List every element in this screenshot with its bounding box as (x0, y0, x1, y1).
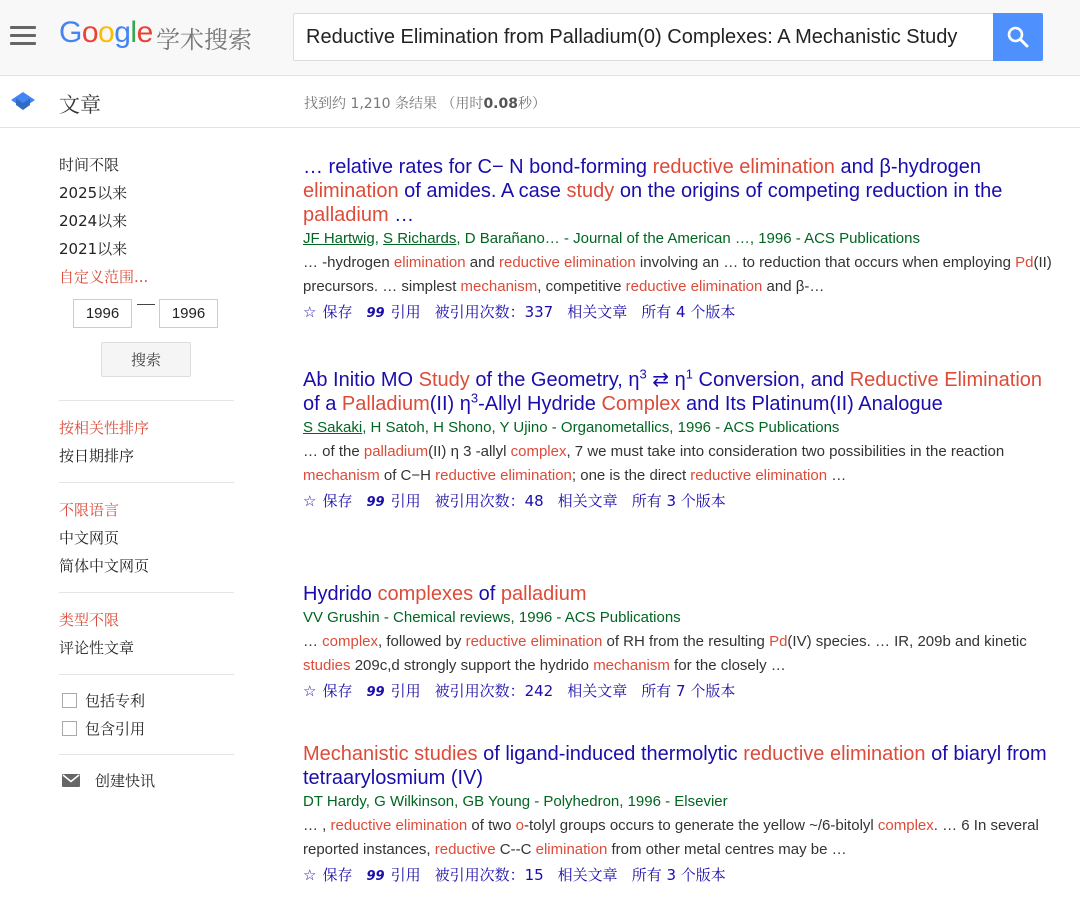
snippet-text: , 7 we must take into consideration two possibilities in the reaction (566, 443, 1005, 460)
cited-by-link[interactable]: 被引用次数：337 (434, 303, 554, 321)
title-text: Conversion, and (692, 369, 850, 391)
snippet-text: … of the (303, 443, 364, 460)
sort-date[interactable]: 按日期排序 (59, 447, 135, 465)
sidebar-divider (59, 674, 234, 675)
authors-source: H Satoh, H Shono, Y Ujino - Organometallics, 1996 - ACS Publications (370, 419, 840, 436)
snippet-text: C--C (495, 841, 536, 858)
filter-time-any[interactable]: 时间不限 (59, 156, 120, 174)
stats-suffix: 秒） (517, 96, 546, 112)
title-text: 3 (470, 390, 479, 406)
save-label: 保存 (322, 866, 353, 884)
snippet-highlight: reductive elimination (625, 278, 763, 295)
cite-label: 引用 (390, 866, 421, 884)
graduation-cap-icon (10, 91, 36, 113)
articles-label: 文章 (59, 93, 101, 117)
all-versions-link[interactable]: 所有 7 个版本 (641, 682, 736, 700)
result-authors (303, 608, 1063, 628)
sidebar-divider (59, 482, 234, 483)
result-snippet (303, 814, 1063, 862)
snippet-highlight: complex (322, 633, 379, 650)
logo-letter: l (130, 16, 137, 49)
save-button[interactable] (303, 864, 352, 886)
snippet-text: of RH from the resulting (602, 633, 770, 650)
title-text: of biaryl from tetraarylosmium (IV) (303, 743, 1047, 789)
authors-source: D Barañano… - Journal of the American …, 1996 - ACS Publications (464, 230, 920, 247)
title-highlight: palladium (303, 204, 389, 226)
snippet-text: … (303, 633, 323, 650)
snippet-highlight: reductive elimination (330, 817, 468, 834)
stats-prefix: 找到约 1,210 条结果 （用时 (304, 96, 484, 112)
sidebar-divider (59, 592, 234, 593)
snippet-text: involving an … to reduction that occurs when employing (635, 254, 1016, 271)
snippet-text: for the closely … (669, 657, 786, 674)
quote-icon: 99 (366, 495, 385, 510)
title-text: of the Geometry, η (469, 369, 640, 391)
save-button[interactable] (303, 301, 352, 323)
cite-button[interactable] (366, 864, 420, 888)
result-title-link[interactable] (303, 742, 1063, 790)
snippet-highlight: complex (510, 443, 567, 460)
cite-button[interactable] (366, 490, 420, 514)
title-highlight: palladium (500, 583, 587, 605)
star-icon: ☆ (303, 866, 317, 884)
related-articles-link[interactable]: 相关文章 (557, 866, 618, 884)
snippet-text: , followed by (378, 633, 466, 650)
cited-by-link[interactable]: 被引用次数：15 (434, 866, 544, 884)
result-authors: JF Hartwig, S Richards, D Barañano… - Journal of the American …, 1996 - ACS Publications (303, 230, 920, 247)
result-snippet (303, 251, 1063, 299)
logo-letter: g (114, 16, 131, 49)
snippet-highlight: o (515, 817, 524, 834)
result-actions (303, 490, 1063, 514)
related-articles-link[interactable]: 相关文章 (557, 492, 618, 510)
snippet-text: … , (303, 817, 331, 834)
title-highlight: Complex (601, 393, 681, 415)
result-authors (303, 792, 1063, 812)
mail-icon (62, 774, 80, 787)
title-highlight: complexes (377, 583, 474, 605)
snippet-highlight: elimination (393, 254, 466, 271)
snippet-highlight: reductive elimination (435, 467, 572, 484)
author-link[interactable]: JF Hartwig (303, 230, 375, 247)
snippet-highlight: complex (877, 817, 934, 834)
filter-custom-range[interactable]: 自定义范围... (59, 268, 149, 286)
all-versions-link[interactable]: 所有 4 个版本 (641, 303, 736, 321)
result-actions (303, 864, 1063, 888)
logo-letter: e (136, 16, 153, 49)
save-label: 保存 (322, 303, 353, 321)
title-highlight: reductive elimination (743, 743, 926, 765)
snippet-highlight: Pd (1015, 254, 1034, 271)
star-icon: ☆ (303, 303, 317, 321)
search-icon (1006, 25, 1030, 49)
title-highlight: Reductive Elimination (849, 369, 1043, 391)
title-text: 1 (685, 366, 693, 382)
result-title-link[interactable] (303, 368, 1063, 416)
filter-type-any[interactable]: 类型不限 (59, 611, 120, 629)
snippet-text: , competitive (537, 278, 626, 295)
result-title-link[interactable] (303, 582, 1063, 606)
year-to-input[interactable] (159, 299, 218, 328)
sort-relevance[interactable]: 按相关性排序 (59, 419, 150, 437)
result-stats (304, 93, 546, 113)
range-search-button[interactable]: 搜索 (101, 342, 191, 377)
save-button[interactable] (303, 490, 352, 512)
result-item (303, 582, 1063, 704)
title-text: of amides. A case (398, 180, 567, 202)
snippet-text: (II) precursors. … simplest (303, 254, 1052, 295)
cited-by-link[interactable]: 被引用次数：242 (434, 682, 554, 700)
snippet-text: and (465, 254, 499, 271)
snippet-text: (IV) species. … IR, 209b and kinetic (787, 633, 1027, 650)
menu-icon[interactable] (10, 26, 36, 46)
filter-type-review[interactable]: 评论性文章 (59, 639, 135, 657)
all-versions-link[interactable]: 所有 3 个版本 (631, 866, 726, 884)
include-patents-label[interactable]: 包括专利 (85, 692, 146, 710)
result-actions (303, 680, 1063, 704)
snippet-text: of two (467, 817, 516, 834)
result-item (303, 155, 1063, 325)
title-highlight: Mechanistic studies (303, 743, 478, 765)
related-articles-link[interactable]: 相关文章 (567, 303, 628, 321)
filter-lang-any[interactable]: 不限语言 (59, 501, 120, 519)
snippet-highlight: reductive (434, 841, 496, 858)
filter-lang-chinese[interactable]: 中文网页 (59, 529, 120, 547)
title-highlight: reductive elimination (652, 156, 835, 178)
related-articles-link[interactable]: 相关文章 (567, 682, 628, 700)
logo-letter: o (98, 16, 115, 49)
snippet-text: (II) η 3 -allyl (428, 443, 511, 460)
logo-letter: G (59, 16, 82, 49)
filter-since-2025[interactable]: 2025以来 (59, 184, 128, 202)
authors-source: VV Grushin - Chemical reviews, 1996 - ACS Publications (303, 609, 681, 626)
snippet-text: and β-… (762, 278, 825, 295)
include-patents-checkbox[interactable] (62, 693, 77, 708)
snippet-text: ; one is the direct (571, 467, 691, 484)
snippet-text: 209c,d strongly support the hydrido (350, 657, 594, 674)
filter-since-2021[interactable]: 2021以来 (59, 240, 128, 258)
sidebar-divider (59, 754, 234, 755)
title-text: Ab Initio MO (303, 369, 419, 391)
result-snippet (303, 630, 1063, 678)
title-highlight: elimination (303, 180, 399, 202)
star-icon: ☆ (303, 682, 317, 700)
title-text: 3 (639, 366, 647, 382)
range-dash (137, 304, 155, 305)
result-actions (303, 301, 1063, 325)
snippet-highlight: palladium (363, 443, 429, 460)
snippet-text: -tolyl groups occurs to generate the yellow ~/6-bitolyl (523, 817, 878, 834)
filter-lang-simplified[interactable]: 简体中文网页 (59, 557, 150, 575)
snippet-text: … (827, 467, 847, 484)
snippet-highlight: mechanism (460, 278, 538, 295)
save-label: 保存 (322, 492, 353, 510)
create-alert[interactable]: 创建快讯 (95, 772, 156, 790)
author-link[interactable]: S Richards (383, 230, 457, 247)
cite-label: 引用 (390, 492, 421, 510)
author-link[interactable]: S Sakaki (303, 419, 363, 436)
title-text: … (388, 204, 415, 226)
star-icon: ☆ (303, 492, 317, 510)
title-text: of ligand-induced thermolytic (477, 743, 744, 765)
result-authors: S Sakaki, H Satoh, H Shono, Y Ujino - Organometallics, 1996 - ACS Publications (303, 419, 840, 436)
cite-button[interactable] (366, 301, 420, 325)
search-box (293, 13, 993, 61)
snippet-highlight: reductive elimination (690, 467, 828, 484)
header (0, 0, 1080, 76)
include-citations-checkbox[interactable] (62, 721, 77, 736)
result-item (303, 368, 1063, 514)
title-text: ⇄ η (646, 369, 686, 391)
snippet-highlight: mechanism (303, 467, 380, 484)
snippet-text: from other metal centres may be … (607, 841, 847, 858)
snippet-text: … -hydrogen (303, 254, 394, 271)
title-text: of (473, 583, 501, 605)
snippet-text: of C−H (379, 467, 436, 484)
google-logo[interactable] (59, 16, 153, 50)
cite-button[interactable] (366, 680, 420, 704)
title-highlight: Palladium (341, 393, 430, 415)
include-citations-label[interactable]: 包含引用 (85, 720, 146, 738)
all-versions-link[interactable]: 所有 3 个版本 (631, 492, 726, 510)
cited-by-link[interactable]: 被引用次数：48 (434, 492, 544, 510)
sidebar-divider (59, 400, 234, 401)
title-text: -Allyl Hydride (478, 393, 602, 415)
snippet-highlight: reductive elimination (465, 633, 603, 650)
year-from-input[interactable] (73, 299, 132, 328)
search-input[interactable] (294, 14, 993, 60)
snippet-highlight: mechanism (593, 657, 670, 674)
cite-label: 引用 (390, 682, 421, 700)
quote-icon: 99 (366, 306, 385, 321)
save-label: 保存 (322, 682, 353, 700)
title-text: of a (303, 393, 342, 415)
snippet-text: . … 6 In several reported instances, (303, 817, 1039, 858)
snippet-highlight: studies (303, 657, 351, 674)
snippet-highlight: reductive elimination (498, 254, 636, 271)
quote-icon: 99 (366, 685, 385, 700)
cite-label: 引用 (390, 303, 421, 321)
title-text: and β-hydrogen (834, 156, 981, 178)
snippet-highlight: elimination (535, 841, 608, 858)
title-text: … relative rates for C− N bond-forming (303, 156, 653, 178)
title-highlight: study (566, 180, 615, 202)
title-text: on the origins of competing reduction in the (614, 180, 1003, 202)
title-text: Hydrido (303, 583, 378, 605)
logo-letter: o (81, 16, 99, 49)
filter-since-2024[interactable]: 2024以来 (59, 212, 128, 230)
quote-icon: 99 (366, 869, 385, 884)
snippet-highlight: Pd (769, 633, 788, 650)
result-snippet (303, 440, 1063, 488)
authors-source: DT Hardy, G Wilkinson, GB Young - Polyhedron, 1996 - Elsevier (303, 793, 728, 810)
title-highlight: Study (418, 369, 470, 391)
search-button[interactable] (993, 13, 1043, 61)
title-text: and Its Platinum(II) Analogue (680, 393, 943, 415)
scholar-logo-text: 学术搜索 (156, 26, 252, 54)
subheader (0, 77, 1080, 128)
result-item (303, 742, 1063, 888)
title-text: (II) η (429, 393, 471, 415)
result-title-link[interactable] (303, 155, 1063, 227)
stats-time: 0.08 (483, 96, 518, 112)
save-button[interactable] (303, 680, 352, 702)
